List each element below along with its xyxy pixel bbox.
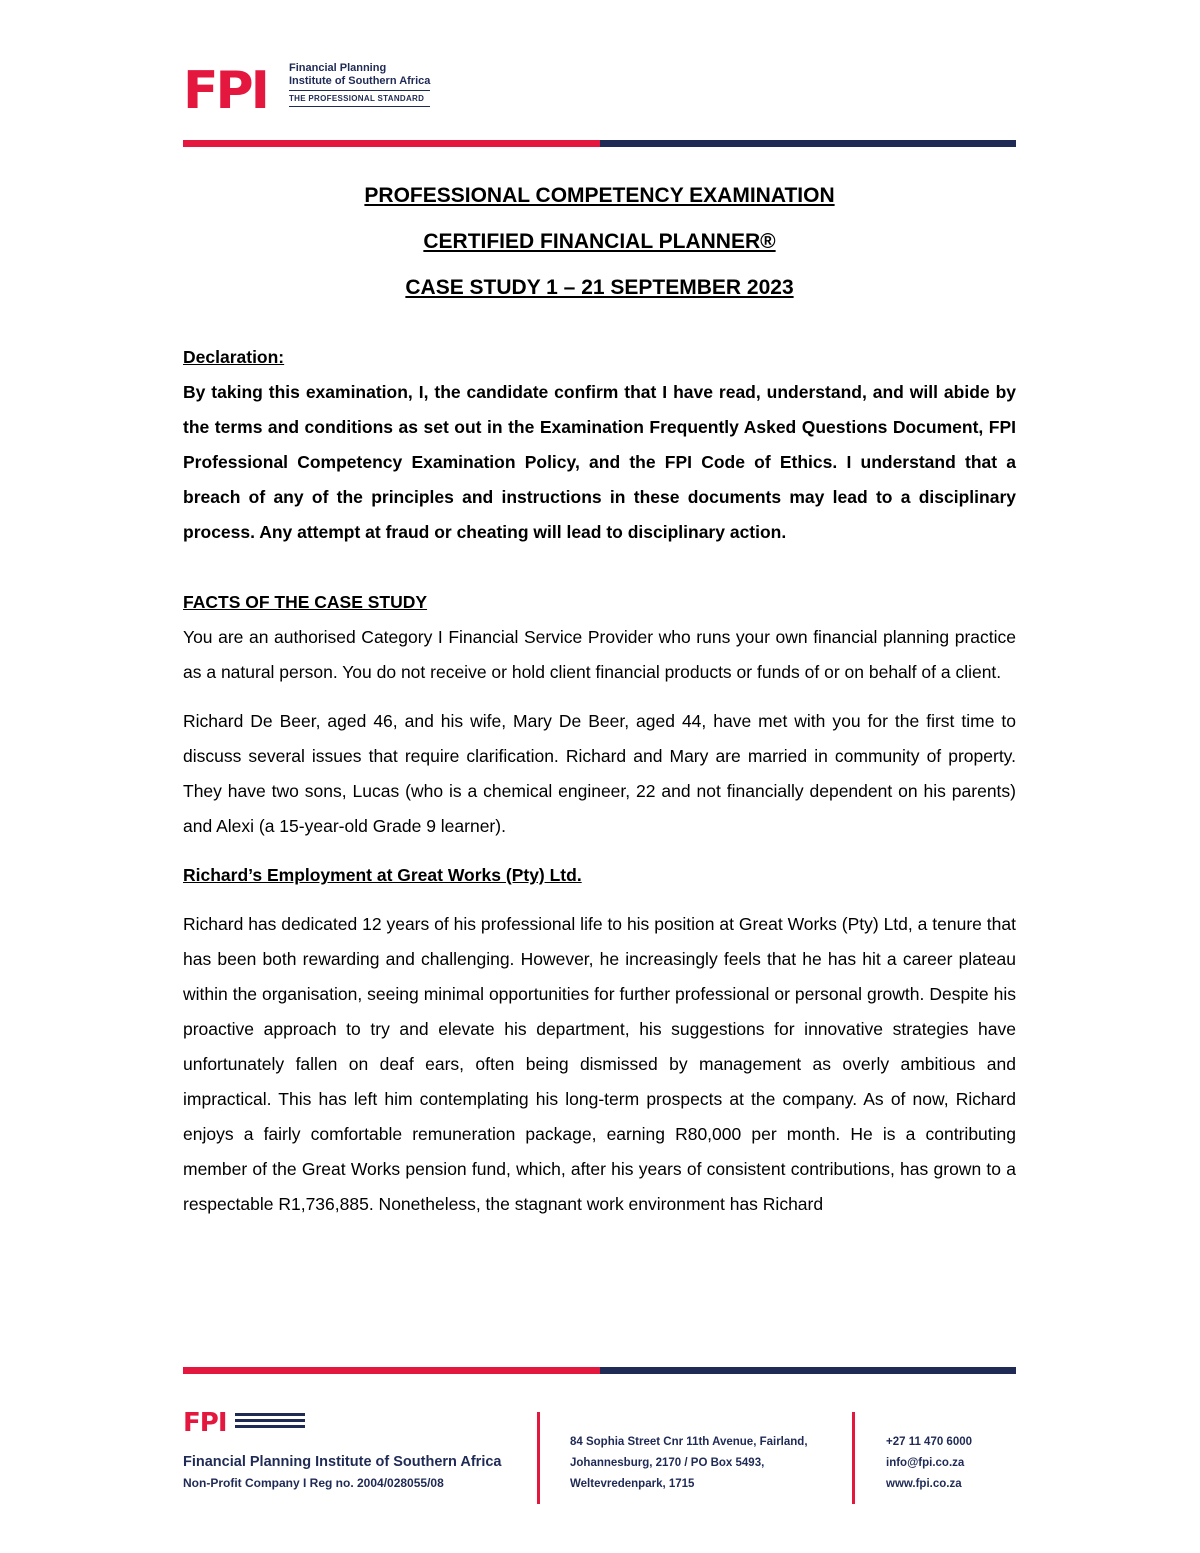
header-divider <box>183 140 1016 147</box>
footer-registration: Non-Profit Company I Reg no. 2004/028055/08 <box>183 1476 444 1490</box>
logo-tagline: THE PROFESSIONAL STANDARD <box>289 90 430 107</box>
address-line-1: 84 Sophia Street Cnr 11th Avenue, Fairland, <box>570 1436 808 1448</box>
logo-mark: FPI <box>183 61 267 121</box>
fpi-logo <box>183 58 433 121</box>
footer-org-name: Financial Planning Institute of Southern Africa <box>183 1454 502 1470</box>
title-line-2: CERTIFIED FINANCIAL PLANNER® <box>423 230 776 253</box>
document-body <box>183 340 1016 1222</box>
footer-phone: +27 11 470 6000 <box>886 1436 973 1448</box>
footer-logo <box>183 1410 323 1440</box>
footer-contact <box>886 1432 972 1495</box>
declaration-heading: Declaration: <box>183 347 285 367</box>
footer-address <box>570 1432 808 1495</box>
logo-line-2: Institute of Southern Africa <box>289 75 431 87</box>
employment-paragraph: Richard has dedicated 12 years of his professional life to his position at Great Works (Pty) Ltd, a tenure that has been both rewarding and challenging. However, he increasingly feels that he has hit a career plateau within the organisation, seeing minimal opportunities for further professional or personal growth. Despite his proactive approach to try and elevate his department, his suggestions for innovative strategies have unfortunately fallen on deaf ears, often being dismissed by management as overly ambitious and impractical. This has left him contemplating his long-term prospects at the company. As of now, Richard enjoys a fairly comfortable remuneration package, earning R80,000 per month. He is a contributing member of the Great Works pension fund, which, after his years of consistent contributions, has grown to a respectable R1,736,885. Nonetheless, the stagnant work environment has Richard <box>183 914 1016 1214</box>
footer-divider <box>183 1367 1016 1374</box>
facts-heading: FACTS OF THE CASE STUDY <box>183 592 428 612</box>
footer-email[interactable]: info@fpi.co.za <box>886 1457 965 1469</box>
document-title <box>183 173 1016 311</box>
footer-separator <box>852 1412 855 1504</box>
logo-line-1: Financial Planning <box>289 62 387 74</box>
facts-paragraph-2: Richard De Beer, aged 46, and his wife, Mary De Beer, aged 44, have met with you for the first time to discuss several issues that require clarification. Richard and Mary are married in community of property. They have two sons, Lucas (who is a chemical engineer, 22 and not financially dependent on his parents) and Alexi (a 15-year-old Grade 9 learner). <box>183 711 1016 836</box>
employment-heading: Richard’s Employment at Great Works (Pty) Ltd. <box>183 865 582 885</box>
facts-paragraph-1: You are an authorised Category I Financial Service Provider who runs your own financial planning practice as a natural person. You do not receive or hold client financial products or funds of or on behalf of a client. <box>183 627 1016 682</box>
footer-separator <box>537 1412 540 1504</box>
footer-logo-mark: FPI <box>183 1408 227 1438</box>
address-line-2: Johannesburg, 2170 / PO Box 5493, <box>570 1457 765 1469</box>
logo-text <box>289 62 430 107</box>
address-line-3: Weltevredenpark, 1715 <box>570 1478 695 1490</box>
title-line-1: PROFESSIONAL COMPETENCY EXAMINATION <box>364 184 835 207</box>
title-line-3: CASE STUDY 1 – 21 SEPTEMBER 2023 <box>405 276 794 299</box>
declaration-text: By taking this examination, I, the candidate confirm that I have read, understand, and will abide by the terms and conditions as set out in the Examination Frequently Asked Questions Document, FPI Professional Competency Examination Policy, and the FPI Code of Ethics. I understand that a breach of any of the principles and instructions in these documents may lead to a disciplinary process. Any attempt at fraud or cheating will lead to disciplinary action. <box>183 382 1016 542</box>
footer-website[interactable]: www.fpi.co.za <box>886 1478 962 1490</box>
